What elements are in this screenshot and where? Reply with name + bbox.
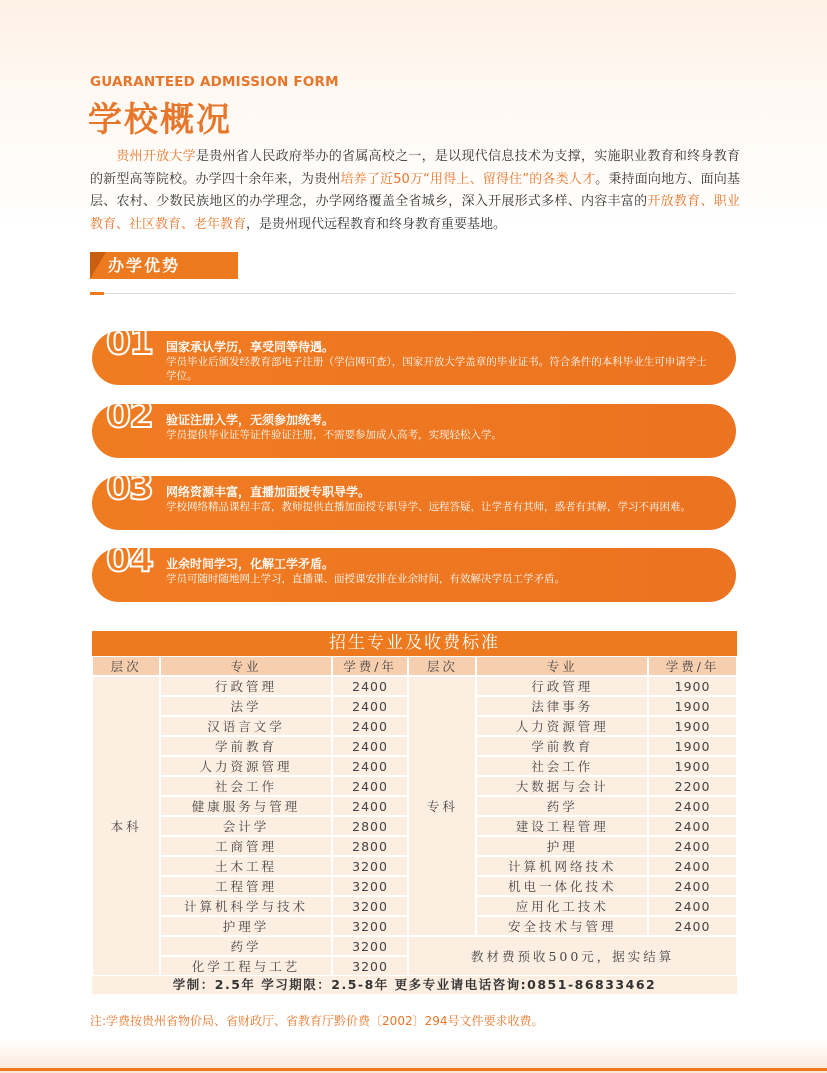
- fee-cell: 2400: [649, 857, 736, 875]
- fee-cell: 2400: [649, 797, 736, 815]
- advantage-item-3: [92, 467, 736, 530]
- intro-highlight-2: 开放教育、职业教育、社区教育、老年教育: [90, 194, 740, 232]
- fee-cell: 3200: [333, 957, 407, 975]
- major-cell: 行政管理: [477, 677, 647, 695]
- column-header: 层次: [93, 657, 159, 675]
- major-cell: 大数据与会计: [477, 777, 647, 795]
- intro-text-2: 。秉持面向地方、面向基层、农村、少数民族地区的办学理念，办学网络覆盖全省城乡，深入开展形式多样、内容丰富的: [90, 171, 740, 209]
- intro-highlight-1: 培养了近50万“用得上、留得住”的各类人才: [340, 171, 596, 187]
- level-cell: 本科: [93, 677, 159, 975]
- fee-cell: 2400: [333, 797, 407, 815]
- fee-table: [92, 631, 737, 994]
- major-cell: 健康服务与管理: [161, 797, 331, 815]
- fee-cell: 2400: [649, 897, 736, 915]
- major-cell: 法律事务: [477, 697, 647, 715]
- major-cell: 护理学: [161, 917, 331, 935]
- advantage-desc: 学员毕业后颁发经教育部电子注册（学信网可查），国家开放大学盖章的毕业证书。符合条件的本科毕业生可申请学士学位。: [166, 356, 707, 382]
- fee-note: 注:学费按贵州省物价局、省财政厅、省教育厅黔价费〔2002〕294号文件要求收费。: [90, 1014, 544, 1028]
- fee-cell: 3200: [333, 877, 407, 895]
- advantage-item-4: [92, 539, 736, 602]
- fee-cell: 2400: [333, 777, 407, 795]
- fee-cell: 1900: [649, 737, 736, 755]
- major-cell: 汉语言文学: [161, 717, 331, 735]
- materials-note: 教材费预收500元，据实结算: [409, 937, 736, 975]
- major-cell: 药学: [161, 937, 331, 955]
- section-tab-fold: [90, 252, 106, 279]
- advantage-desc: 学员可随时随地网上学习，直播课、面授课安排在业余时间，有效解决学员工学矛盾。: [166, 573, 565, 585]
- advantage-title: 网络资源丰富，直播加面授专职导学。: [166, 485, 371, 499]
- fee-cell: 2400: [333, 677, 407, 695]
- bottom-rule: [0, 1068, 827, 1071]
- fee-cell: 1900: [649, 697, 736, 715]
- major-cell: 人力资源管理: [477, 717, 647, 735]
- column-header: 学费/年: [333, 657, 407, 675]
- fee-cell: 2400: [649, 917, 736, 935]
- major-cell: 机电一体化技术: [477, 877, 647, 895]
- intro-paragraph: [90, 146, 740, 236]
- major-cell: 药学: [477, 797, 647, 815]
- table-row: [93, 937, 736, 955]
- fee-cell: 2400: [649, 837, 736, 855]
- fee-table-footer: 学制：2.5年 学习期限：2.5-8年 更多专业请电话咨询:0851-86833462: [92, 976, 737, 994]
- major-cell: 护理: [477, 837, 647, 855]
- column-header: 专业: [161, 657, 331, 675]
- page-title: 学校概况: [88, 100, 232, 140]
- table-row: [93, 677, 736, 695]
- section-title: 办学优势: [108, 256, 181, 275]
- advantage-desc: 学员提供毕业证等证件验证注册，不需要参加成人高考，实现轻松入学。: [166, 429, 502, 441]
- major-cell: 应用化工技术: [477, 897, 647, 915]
- major-cell: 安全技术与管理: [477, 917, 647, 935]
- fee-cell: 2400: [333, 697, 407, 715]
- advantage-title: 业余时间学习，化解工学矛盾。: [166, 557, 335, 571]
- advantage-number: 01: [106, 322, 153, 363]
- advantage-number: 02: [106, 395, 153, 436]
- column-header: 层次: [409, 657, 475, 675]
- intro-text-3: ，是贵州现代远程教育和终身教育重要基地。: [246, 216, 507, 232]
- level-cell: 专科: [409, 677, 475, 935]
- major-cell: 学前教育: [161, 737, 331, 755]
- fee-cell: 2400: [649, 817, 736, 835]
- fee-cell: 1900: [649, 717, 736, 735]
- advantage-item-2: [92, 395, 736, 458]
- fee-table-title: 招生专业及收费标准: [92, 631, 737, 656]
- fee-cell: 2400: [333, 757, 407, 775]
- fee-cell: 3200: [333, 897, 407, 915]
- fee-cell: 2400: [333, 717, 407, 735]
- major-cell: 社会工作: [477, 757, 647, 775]
- major-cell: 法学: [161, 697, 331, 715]
- section-divider-mark: [90, 292, 104, 295]
- major-cell: 人力资源管理: [161, 757, 331, 775]
- major-cell: 工程管理: [161, 877, 331, 895]
- intro-text-1: 是贵州省人民政府举办的省属高校之一，是以现代信息技术为支撑，实施职业教育和终身教育的新型高等院校。办学四十余年来，为贵州: [90, 149, 740, 187]
- advantage-item-1: [92, 322, 736, 385]
- fee-cell: 3200: [333, 857, 407, 875]
- major-cell: 社会工作: [161, 777, 331, 795]
- major-cell: 计算机网络技术: [477, 857, 647, 875]
- column-header: 学费/年: [649, 657, 736, 675]
- advantage-number: 04: [106, 539, 153, 580]
- fee-cell: 1900: [649, 757, 736, 775]
- advantage-desc: 学校网络精品课程丰富，教师提供直播加面授专职导学、远程答疑，让学者有其师，惑者有其解，学习不再困难。: [166, 501, 691, 513]
- fee-cell: 2400: [333, 737, 407, 755]
- major-cell: 计算机科学与技术: [161, 897, 331, 915]
- major-cell: 化学工程与工艺: [161, 957, 331, 975]
- fee-cell: 2400: [649, 877, 736, 895]
- major-cell: 土木工程: [161, 857, 331, 875]
- advantage-title: 国家承认学历，享受同等待遇。: [166, 340, 335, 354]
- table-header-row: [93, 657, 736, 675]
- major-cell: 学前教育: [477, 737, 647, 755]
- fee-cell: 2800: [333, 817, 407, 835]
- major-cell: 工商管理: [161, 837, 331, 855]
- form-kicker: GUARANTEED ADMISSION FORM: [90, 74, 339, 90]
- major-cell: 会计学: [161, 817, 331, 835]
- fee-cell: 2800: [333, 837, 407, 855]
- fee-cell: 3200: [333, 917, 407, 935]
- column-header: 专业: [477, 657, 647, 675]
- advantage-title: 验证注册入学，无须参加统考。: [166, 413, 335, 427]
- fee-cell: 2200: [649, 777, 736, 795]
- section-divider: [90, 293, 735, 294]
- major-cell: 建设工程管理: [477, 817, 647, 835]
- major-cell: 行政管理: [161, 677, 331, 695]
- fee-cell: 1900: [649, 677, 736, 695]
- advantage-number: 03: [106, 467, 153, 508]
- fee-cell: 3200: [333, 937, 407, 955]
- university-name: 贵州开放大学: [116, 149, 196, 164]
